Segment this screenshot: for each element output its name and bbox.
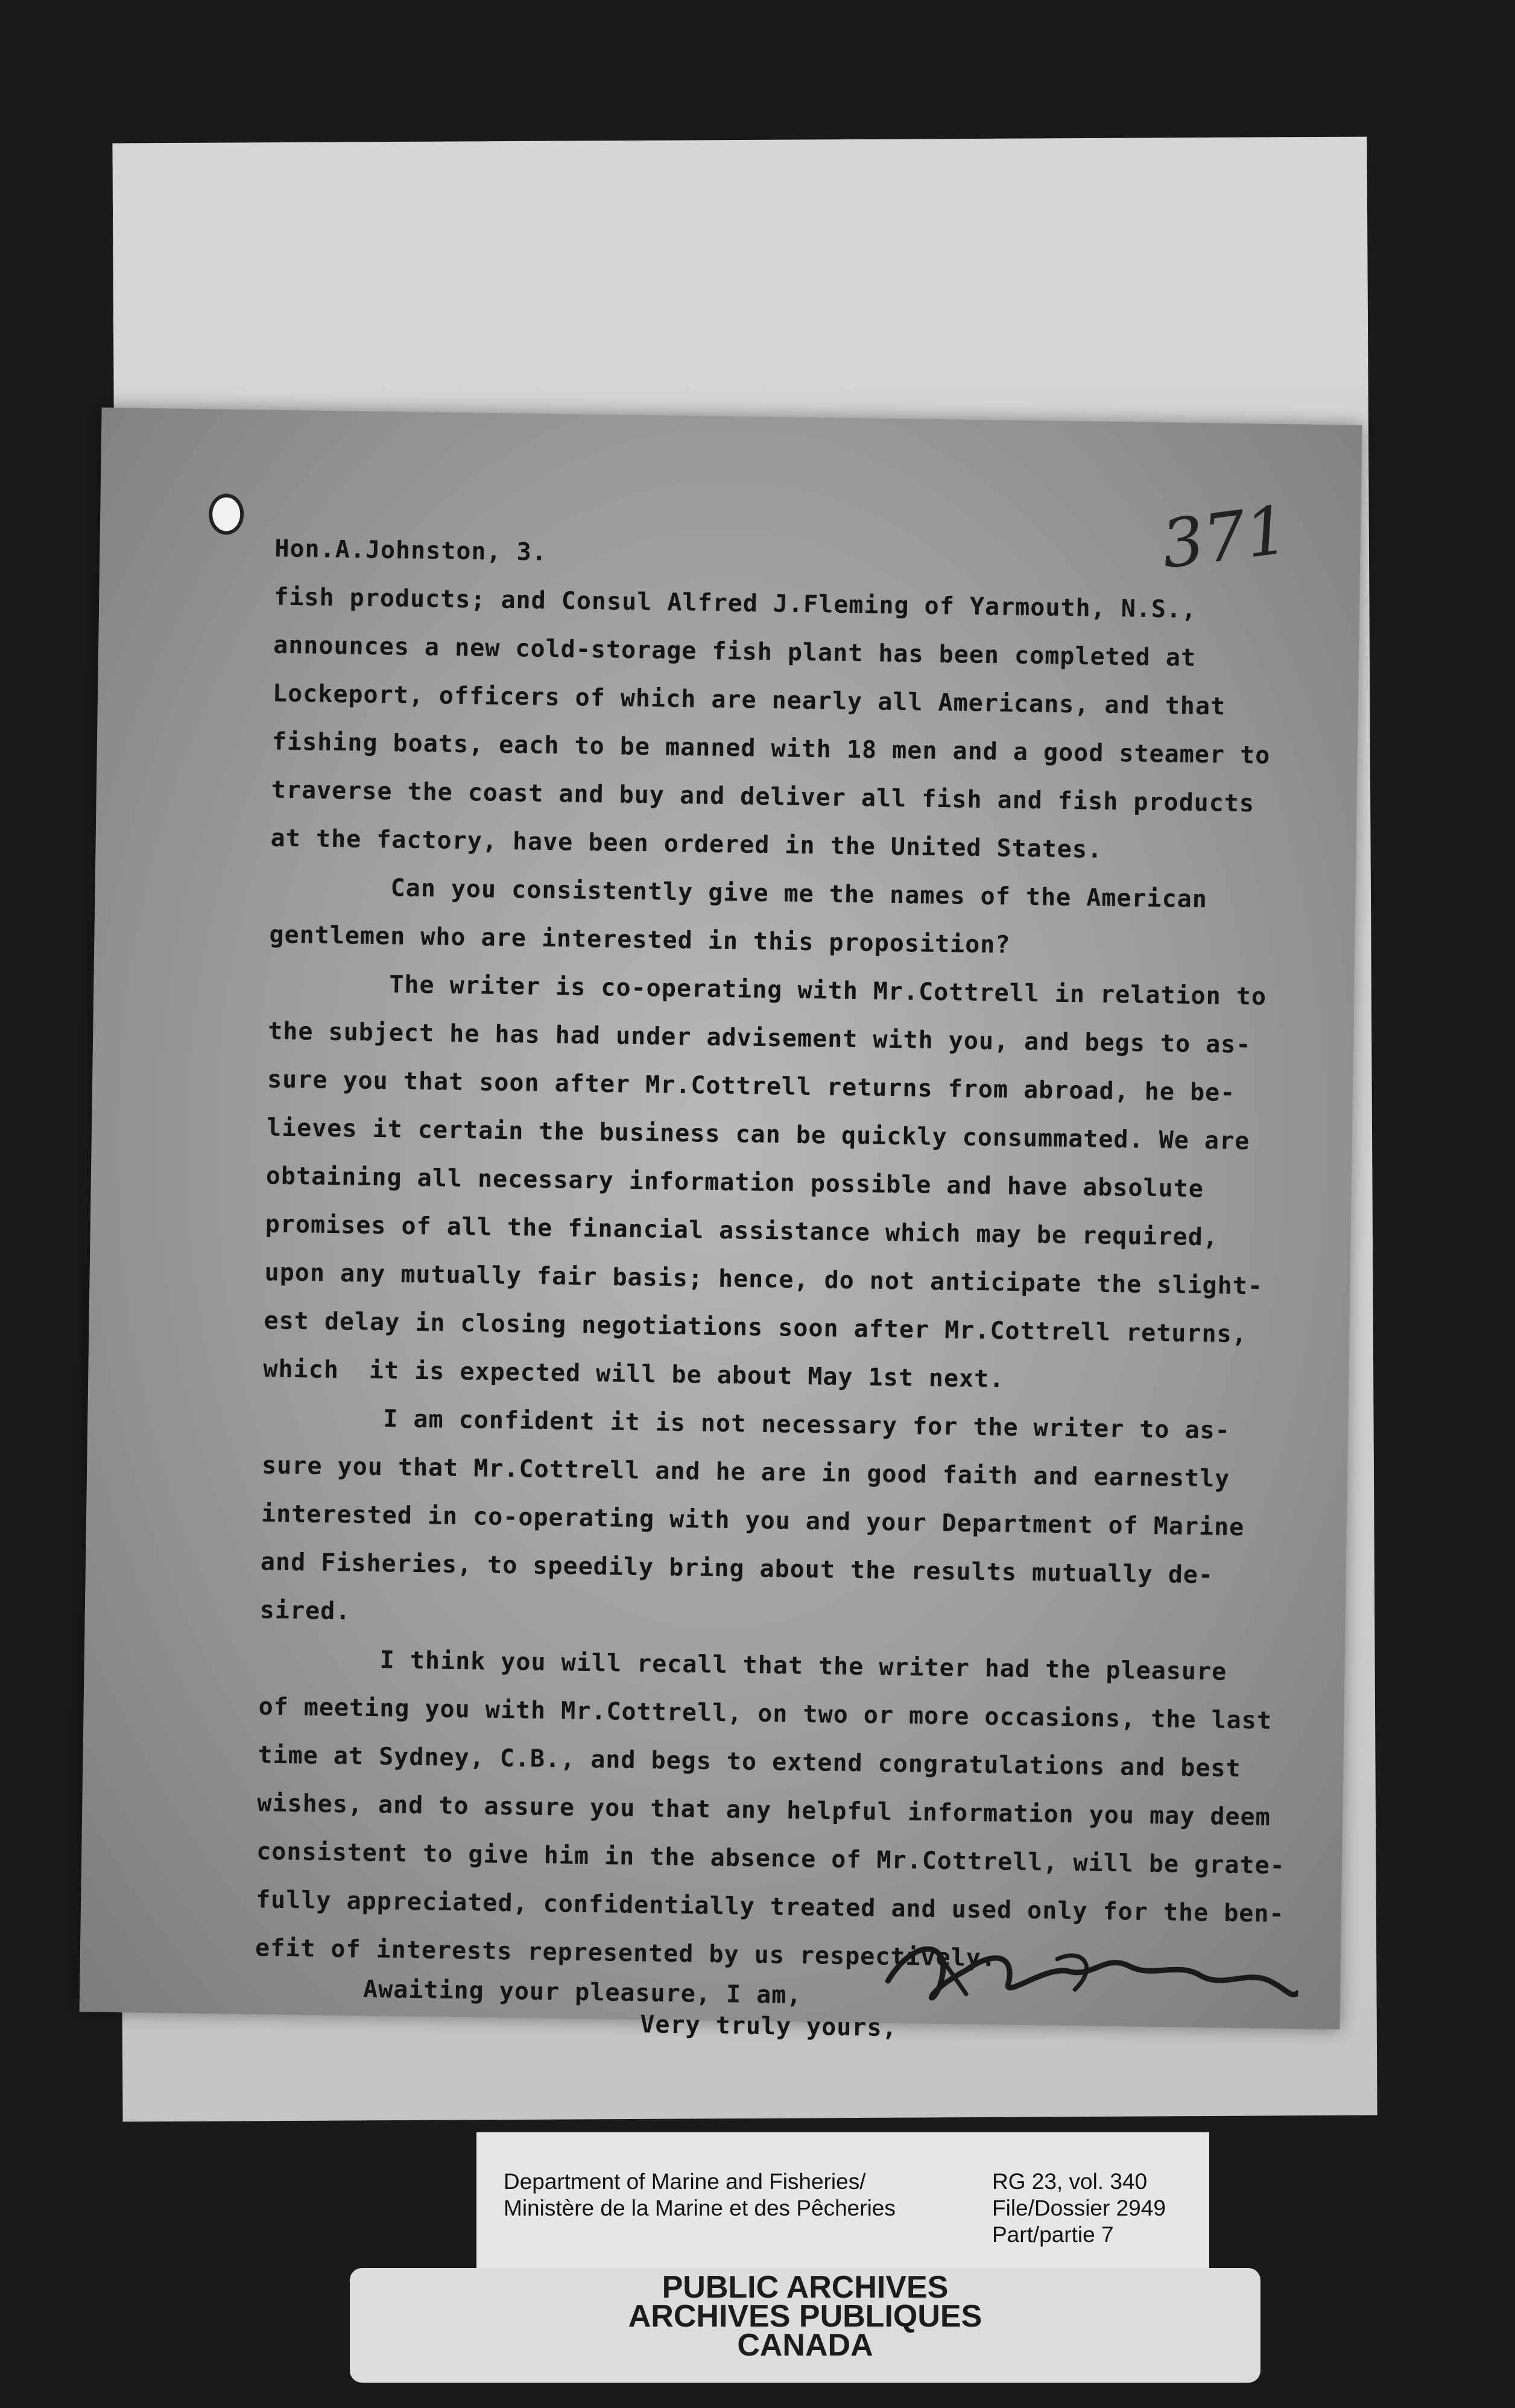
archive-label <box>476 2132 1209 2274</box>
text-line: Can you consistently give me the names of the American <box>390 874 1208 914</box>
paragraph <box>259 1393 1300 1649</box>
text-line: the subject he has had under advisement with you, and begs to as- <box>267 1017 1251 1059</box>
department-block <box>504 2169 896 2222</box>
paragraph <box>270 573 1312 877</box>
text-line: upon any mutually fair basis; hence, do not anticipate the slight- <box>264 1258 1264 1301</box>
record-group: RG 23, vol. 340 <box>992 2169 1148 2194</box>
text-line: efit of interests represented by us respectively. <box>255 1934 997 1972</box>
paragraph <box>269 863 1308 974</box>
text-line: gentlemen who are interested in this proposition? <box>269 920 1011 959</box>
stamp-line-1: PUBLIC ARCHIVES <box>662 2270 949 2305</box>
text-line: interested in co-operating with you and your Department of Marine <box>261 1500 1245 1542</box>
part-number: Part/partie 7 <box>992 2222 1114 2247</box>
text-line: Lockeport, officers of which are nearly all Americans, and that <box>272 679 1226 721</box>
text-line: wishes, and to assure you that any helpful information you may deem <box>257 1789 1271 1831</box>
text-line: promises of all the financial assistance which may be required, <box>265 1210 1219 1252</box>
text-line: sure you that Mr.Cottrell and he are in good faith and earnestly <box>261 1451 1230 1493</box>
signature <box>876 1927 1299 2017</box>
text-line: consistent to give him in the absence of Mr.Cottrell, will be grate- <box>256 1837 1286 1880</box>
text-line: I am confident it is not necessary for the writer to as- <box>382 1405 1231 1445</box>
text-line: announces a new cold-storage fish plant has been completed at <box>273 631 1197 672</box>
text-line: fish products; and Consul Alfred J.Fleming of Yarmouth, N.S., <box>273 583 1197 624</box>
text-line: fishing boats, each to be manned with 18 men and a good steamer to <box>271 727 1271 770</box>
letter-body <box>254 525 1312 2050</box>
text-line: traverse the coast and buy and deliver all fish and fish products <box>271 776 1255 818</box>
text-line: est delay in closing negotiations soon after Mr.Cottrell returns, <box>264 1307 1248 1349</box>
text-line: The writer is co-operating with Mr.Cottrell in relation to <box>389 971 1267 1011</box>
text-line: fully appreciated, confidentially treated and used only for the ben- <box>255 1886 1285 1928</box>
stamp-line-2: ARCHIVES PUBLIQUES <box>628 2299 982 2334</box>
text-line: and Fisheries, to speedily bring about the results mutually de- <box>260 1548 1214 1589</box>
text-line: of meeting you with Mr.Cottrell, on two or more occasions, the last <box>258 1693 1273 1735</box>
department-en: Department of Marine and Fisheries/ <box>504 2169 866 2194</box>
punch-hole-icon <box>209 493 244 535</box>
paragraph <box>263 958 1306 1407</box>
text-line: obtaining all necessary information possible and have absolute <box>265 1162 1204 1203</box>
text-line: at the factory, have been ordered in the United States. <box>270 824 1103 864</box>
letter-heading: Hon.A.Johnston, 3. <box>274 534 548 566</box>
stamp-line-3: CANADA <box>737 2328 873 2363</box>
text-line: I think you will recall that the writer had the pleasure <box>379 1646 1227 1686</box>
text-line: lieves it certain the business can be quickly consummated. We are <box>266 1114 1250 1156</box>
text-line: sure you that soon after Mr.Cottrell returns from abroad, he be- <box>267 1065 1236 1107</box>
text-line: sired. <box>259 1596 351 1626</box>
text-line: which it is expected will be about May 1st next. <box>263 1355 1005 1393</box>
letter-page <box>80 408 1362 2042</box>
department-fr: Ministère de la Marine et des Pêcheries <box>504 2196 896 2220</box>
paragraph-container <box>255 573 1311 1987</box>
archives-stamp <box>350 2268 1260 2383</box>
folio-number: 371 <box>1157 490 1293 584</box>
closing-line: Awaiting your pleasure, I am, <box>362 1975 802 2009</box>
reference-block <box>992 2169 1166 2248</box>
file-number: File/Dossier 2949 <box>992 2196 1166 2220</box>
valediction: Very truly yours, <box>640 2010 898 2042</box>
text-line: time at Sydney, C.B., and begs to extend congratulations and best <box>258 1741 1242 1783</box>
